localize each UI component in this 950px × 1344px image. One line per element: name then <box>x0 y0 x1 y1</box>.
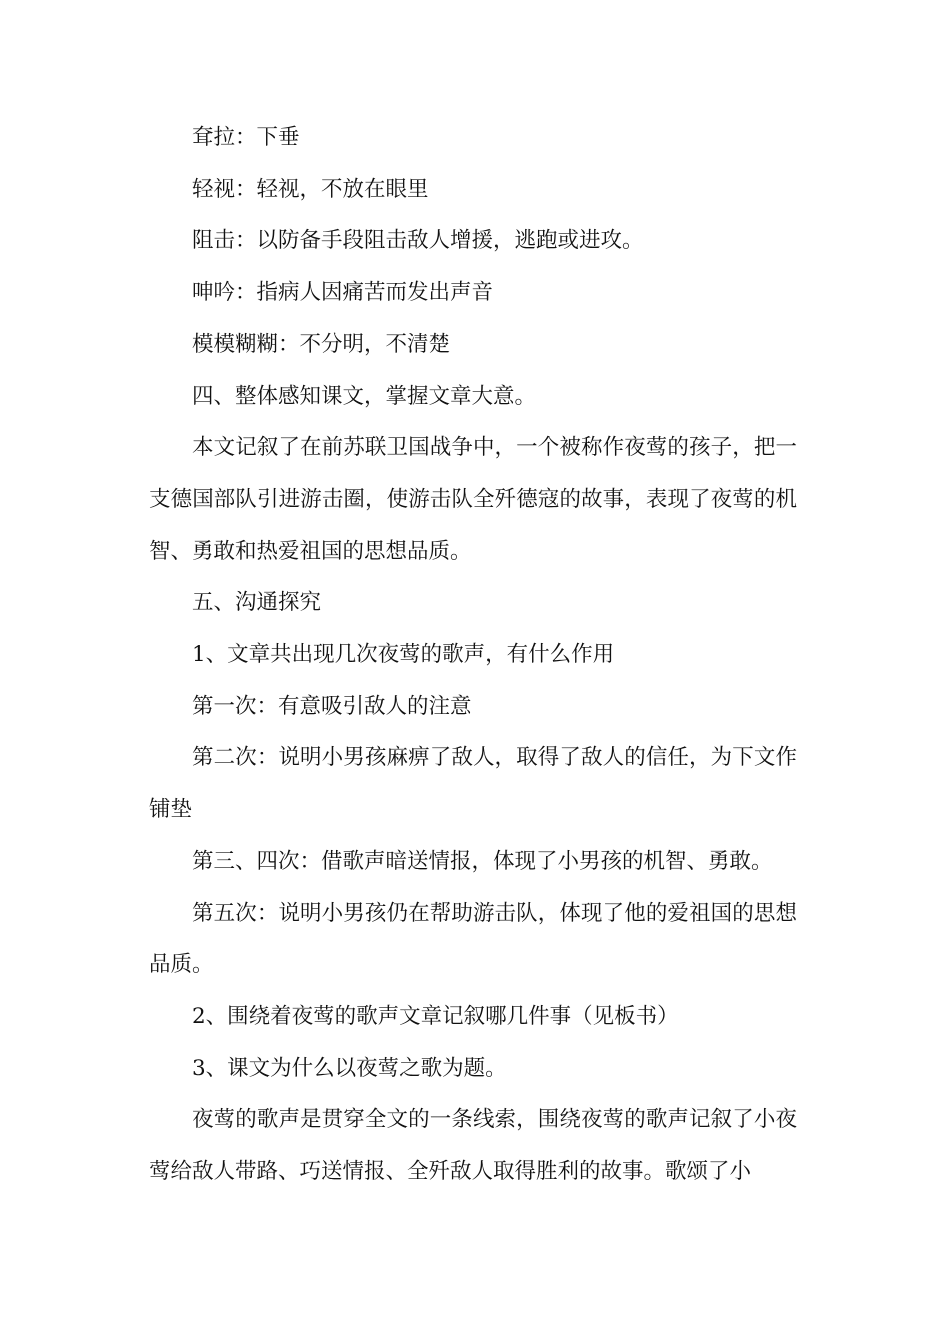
answer-second-time: 第二次：说明小男孩麻痹了敌人，取得了敌人的信任，为下文作铺垫 <box>149 745 797 823</box>
paragraph-title-explanation: 夜莺的歌声是贯穿全文的一条线索，围绕夜莺的歌声记叙了小夜莺给敌人带路、巧送情报、全歼敌人取得胜利的故事。歌颂了小 <box>149 1107 797 1185</box>
paragraph-definition-qingshi: 轻视：轻视，不放在眼里 <box>192 176 429 202</box>
section-heading-four: 四、整体感知课文，掌握文章大意。 <box>192 383 537 409</box>
document-page <box>149 112 797 1198</box>
question-three: 3、课文为什么以夜莺之歌为题。 <box>192 1055 507 1081</box>
paragraph-summary: 本文记叙了在前苏联卫国战争中，一个被称作夜莺的孩子，把一支德国部队引进游击圈，使游击队全歼德寇的故事，表现了夜莺的机智、勇敢和热爱祖国的思想品质。 <box>149 435 797 564</box>
paragraph-definition-dala: 耷拉：下垂 <box>192 125 300 150</box>
answer-third-fourth-time: 第三、四次：借歌声暗送情报，体现了小男孩的机智、勇敢。 <box>192 848 773 874</box>
question-one: 1、文章共出现几次夜莺的歌声，有什么作用 <box>192 642 615 668</box>
paragraph-definition-zuji: 阻击：以防备手段阻击敌人增援，逃跑或进攻。 <box>192 228 644 254</box>
question-two: 2、围绕着夜莺的歌声文章记叙哪几件事（见板书） <box>192 1003 679 1029</box>
answer-first-time: 第一次：有意吸引敌人的注意 <box>192 693 472 719</box>
paragraph-definition-momohuhu: 模模糊糊：不分明，不清楚 <box>192 331 451 357</box>
section-heading-five: 五、沟通探究 <box>192 590 322 616</box>
answer-fifth-time: 第五次：说明小男孩仍在帮助游击队，体现了他的爱祖国的思想品质。 <box>149 900 797 978</box>
paragraph-definition-shenyin: 呻吟：指病人因痛苦而发出声音 <box>192 280 494 306</box>
